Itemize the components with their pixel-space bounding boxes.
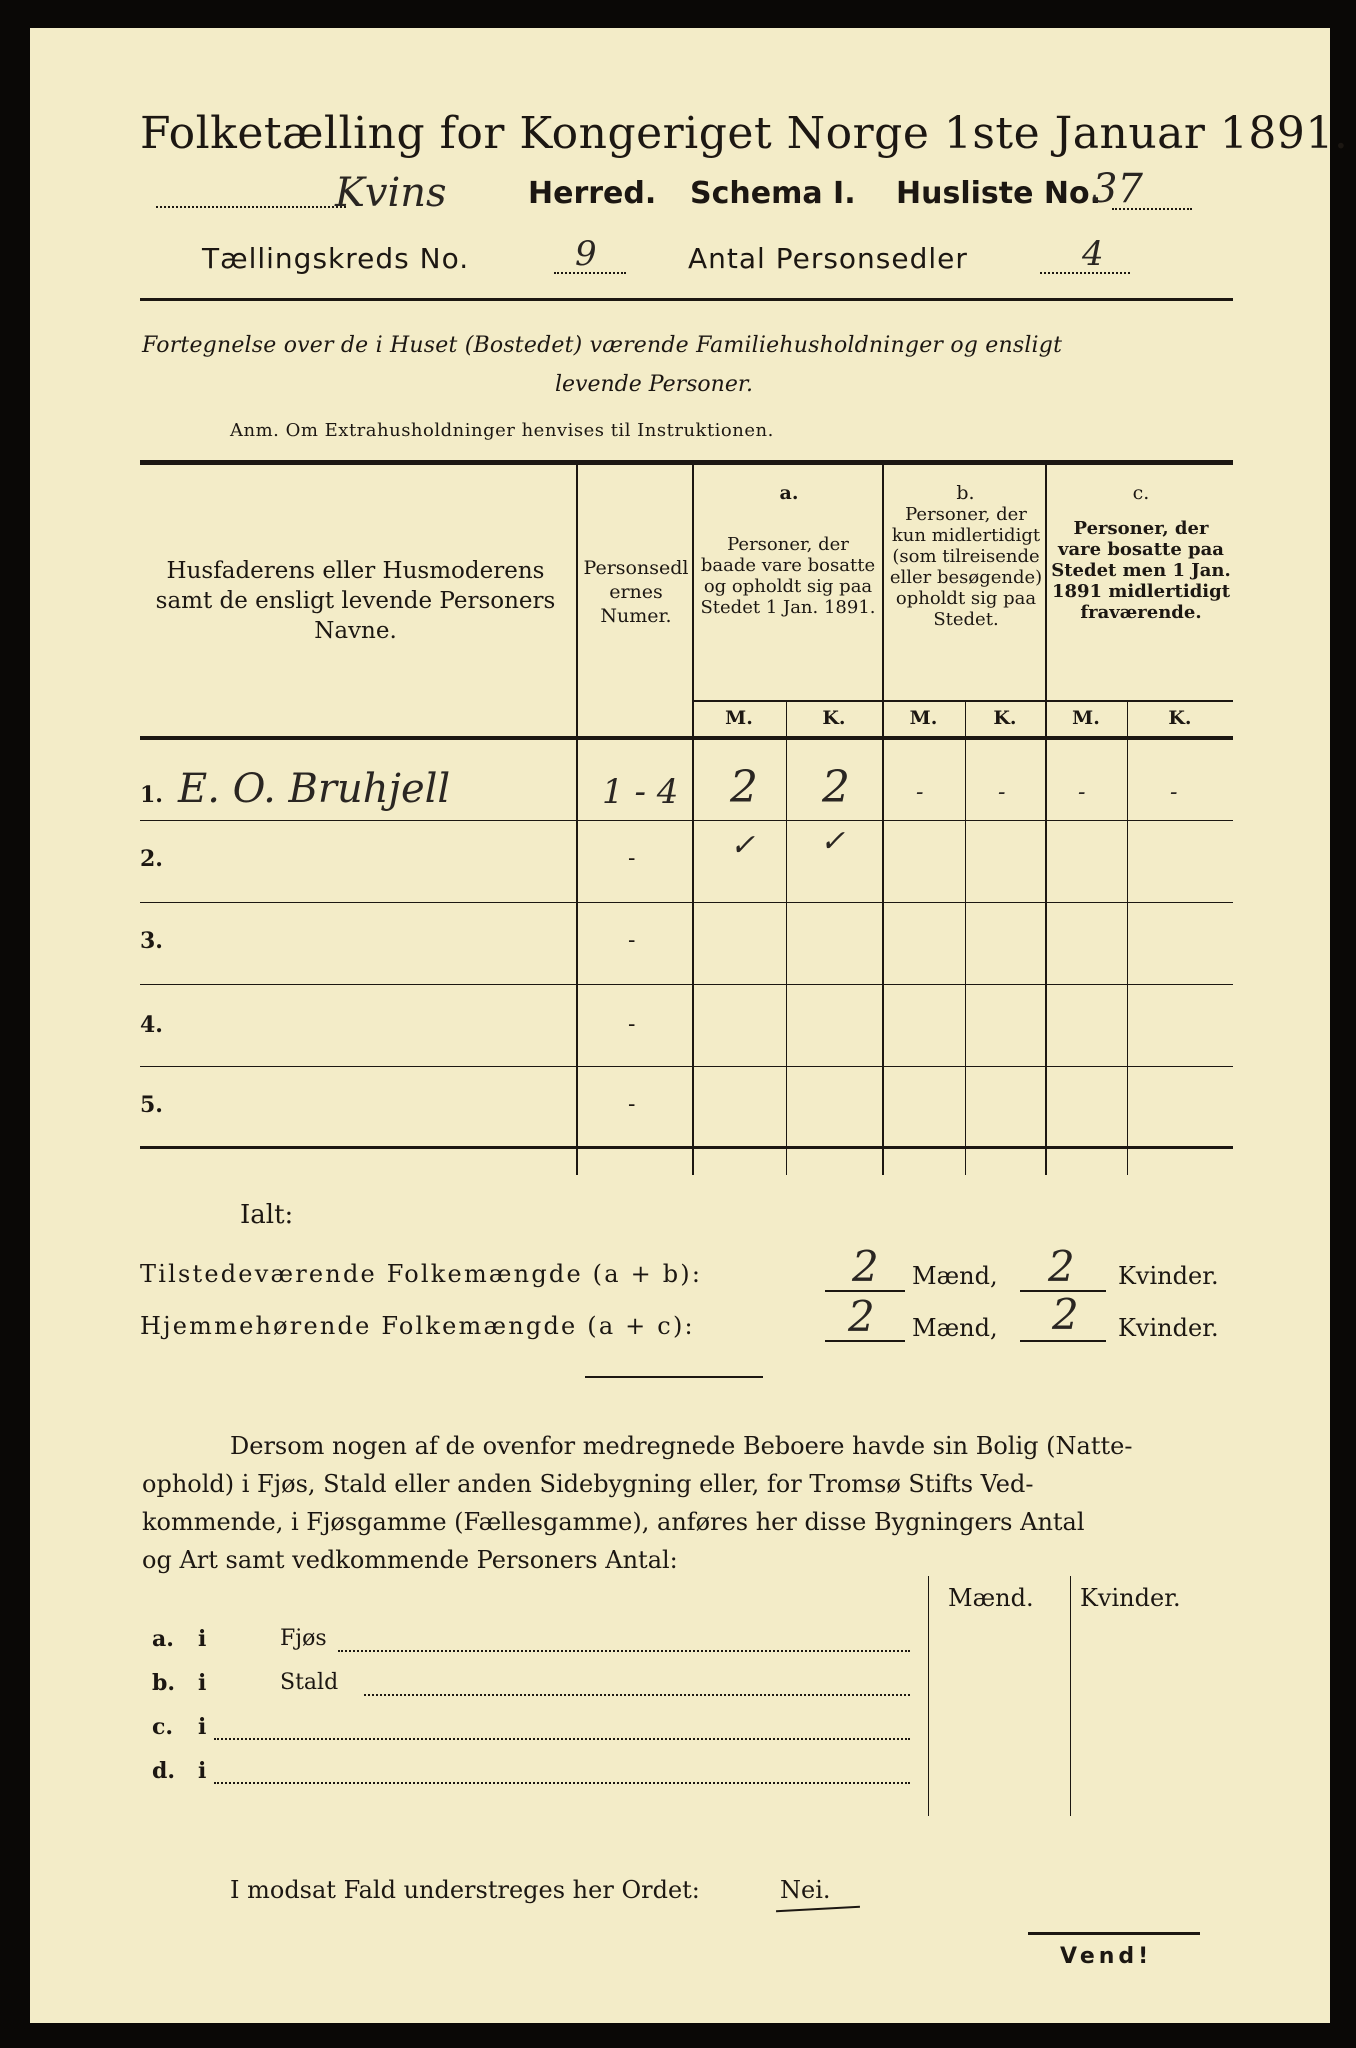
col-header-a: Personer, der baade vare bosatte og opholdt sig paa Stedet 1 Jan. 1891. [700,534,876,618]
row-3-nr[interactable]: - [628,928,636,953]
a-k-header: K. [822,707,846,729]
section-divider [585,1376,763,1378]
nei-underline [776,1906,860,1912]
building-b-letter: b. [152,1670,176,1696]
building-d-i: i [198,1758,207,1784]
building-c-letter: c. [152,1714,174,1740]
row-1-a-k[interactable]: 2 [822,762,850,813]
row-1-a-m[interactable]: 2 [730,762,758,813]
col-header-nr: Personsedlernes Numer. [583,557,689,627]
building-a-dots [338,1650,910,1652]
c-m-header: M. [1072,707,1100,729]
table-top-rule [140,460,1233,465]
row-3-number: 3. [140,928,163,954]
hjemme-maend: Mænd, [912,1314,998,1342]
tilstede-k-value[interactable]: 2 [1048,1242,1075,1291]
building-col-maend: Mænd. [948,1584,1034,1612]
row-2-nr[interactable]: - [628,846,636,871]
building-a-i: i [198,1626,207,1652]
kreds-label: Tællingskreds No. [202,242,470,275]
hjemme-m-value[interactable]: 2 [848,1292,875,1341]
row-4-nr[interactable]: - [628,1012,636,1037]
paragraph-line4: og Art samt vedkommende Personers Antal: [142,1546,678,1574]
vend-rule [1028,1932,1200,1935]
row-2-a-k[interactable]: ✓ [820,824,846,859]
row-5-nr[interactable]: - [628,1092,636,1117]
row-1-name[interactable]: E. O. Bruhjell [178,766,451,812]
tilstede-maend: Mænd, [912,1262,998,1290]
col-header-c: Personer, der vare bosatte paa Stedet men 1 Jan. 1891 midlertidigt fraværende. [1051,518,1231,623]
building-b-label: Stald [280,1670,339,1695]
row-1-number: 1. [140,782,163,808]
row-1-nr[interactable]: 1 - 4 [602,772,679,812]
building-d-dots [214,1782,910,1784]
personsedler-value[interactable]: 4 [1082,234,1104,274]
personsedler-label: Antal Personsedler [688,242,968,275]
col-header-a-letter: a. [779,482,799,504]
row-1-c-k[interactable]: - [1170,780,1178,805]
row-5-number: 5. [140,1092,163,1118]
hjemme-kvinder: Kvinder. [1118,1314,1219,1342]
row-4-number: 4. [140,1012,163,1038]
subtitle-line1: Fortegnelse over de i Huset (Bostedet) værende Familiehusholdninger og ensligt [142,333,1063,358]
building-d-letter: d. [152,1758,176,1784]
subtitle-line2: levende Personer. [555,372,753,397]
row-2-a-m[interactable]: ✓ [730,828,756,863]
table-vline-thin [786,700,787,1175]
row-1-line [140,820,1233,821]
hjemme-k-line [1020,1340,1106,1342]
modsat-label: I modsat Fald understreges her Ordet: [230,1876,700,1904]
row-4-line [140,1066,1233,1067]
building-c-i: i [198,1714,207,1740]
form-title: Folketælling for Kongeriget Norge 1ste Januar 1891. [140,108,1349,159]
instruction-note: Anm. Om Extrahusholdninger henvises til Instruktionen. [230,420,774,441]
vend-label: Vend! [1060,1944,1153,1969]
paragraph-line1: Dersom nogen af de ovenfor medregnede Beboere havde sin Bolig (Natte- [230,1432,1133,1460]
tilstede-kvinder: Kvinder. [1118,1262,1219,1290]
hjemme-label: Hjemmehørende Folkemængde (a + c): [140,1312,695,1340]
c-k-header: K. [1168,707,1192,729]
kreds-value[interactable]: 9 [575,234,597,274]
row-1-c-m[interactable]: - [1078,780,1086,805]
husliste-value[interactable]: 37 [1092,166,1143,212]
col-header-b: Personer, der kun midlertidigt (som tilreisende eller besøgende) opholdt sig paa Stedet. [889,504,1043,630]
table-bottom-rule [140,1146,1233,1149]
building-a-label: Fjøs [280,1626,327,1651]
building-b-dots [364,1694,910,1696]
ialt-label: Ialt: [240,1200,294,1230]
building-a-letter: a. [152,1626,174,1652]
herred-value[interactable]: Kvins [335,170,447,216]
col-header-name: Husfaderens eller Husmoderens samt de ensligt levende Personers Navne. [155,558,556,644]
row-2-number: 2. [140,846,163,872]
hjemme-k-value[interactable]: 2 [1052,1290,1079,1339]
husliste-label: Husliste No. [896,176,1101,211]
herred-label: Herred. [528,176,657,211]
b-k-header: K. [993,707,1017,729]
mk-top-rule [692,700,1233,702]
table-vline-thin [965,700,966,1175]
row-2-line [140,902,1233,903]
table-vline-thin [1127,700,1128,1175]
row-3-line [140,984,1233,985]
building-c-dots [214,1738,910,1740]
row-1-b-m[interactable]: - [916,780,924,805]
modsat-word[interactable]: Nei. [780,1876,831,1904]
building-vline [1070,1576,1071,1816]
col-header-c-letter: c. [1132,482,1150,504]
paragraph-line2: ophold) i Fjøs, Stald eller anden Sidebygning eller, for Tromsø Stifts Ved- [142,1470,1034,1498]
tilstede-label: Tilstedeværende Folkemængde (a + b): [140,1260,703,1288]
col-header-b-letter: b. [956,482,975,504]
husliste-dots [1112,208,1192,210]
paragraph-line3: kommende, i Fjøsgamme (Fællesgamme), anføres her disse Bygningers Antal [142,1508,1085,1536]
header-bottom-rule [140,736,1233,740]
b-m-header: M. [909,707,938,729]
census-form-sheet [30,28,1349,2023]
building-col-kvinder: Kvinder. [1080,1584,1181,1612]
building-b-i: i [198,1670,207,1696]
tilstede-m-value[interactable]: 2 [852,1242,879,1291]
header-rule [140,298,1233,301]
building-vline [928,1576,929,1816]
row-1-b-k[interactable]: - [998,780,1006,805]
herred-dots [156,206,346,208]
schema-label: Schema I. [690,176,856,211]
a-m-header: M. [725,707,753,729]
